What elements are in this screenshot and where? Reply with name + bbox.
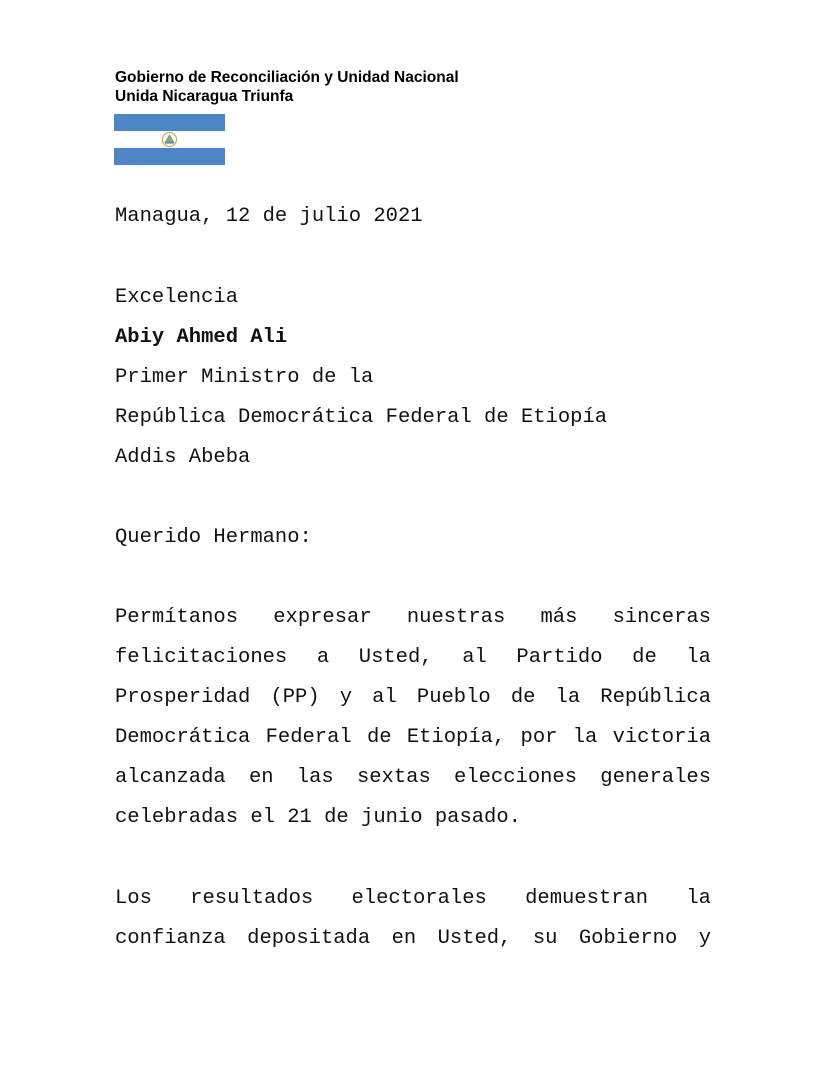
paragraph-1-line: Permítanos expresar nuestras más sinceras	[115, 606, 711, 629]
greeting-block	[115, 518, 711, 558]
paragraph-2-line: confianza depositada en Usted, su Gobierno y	[115, 927, 711, 950]
recipient-block	[115, 278, 711, 478]
paragraph-1-line: celebradas el 21 de junio pasado.	[115, 806, 521, 829]
recipient-city: Addis Abeba	[115, 446, 251, 469]
paragraph-1-line: felicitaciones a Usted, al Partido de la	[115, 646, 711, 669]
greeting: Querido Hermano:	[115, 526, 312, 549]
recipient-name: Abiy Ahmed Ali	[115, 326, 288, 349]
recipient-role-line-2: República Democrática Federal de Etiopía	[115, 406, 608, 429]
paragraph-2-line: Los resultados electorales demuestran la	[115, 887, 711, 910]
letterhead-slogan: Unida Nicaragua Triunfa	[115, 88, 294, 105]
paragraph-1-line: Prosperidad (PP) y al Pueblo de la República	[115, 686, 711, 709]
letterhead-government-name: Gobierno de Reconciliación y Unidad Nacional	[115, 69, 459, 86]
recipient-role-line-1: Primer Ministro de la	[115, 366, 374, 389]
nicaragua-flag-icon	[114, 114, 225, 165]
salutation-title: Excelencia	[115, 286, 239, 309]
paragraph-1	[115, 598, 711, 838]
letterhead	[115, 68, 459, 106]
letter-body	[115, 197, 711, 237]
paragraph-1-line: Democrática Federal de Etiopía, por la victoria	[115, 726, 711, 749]
place-date: Managua, 12 de julio 2021	[115, 205, 423, 228]
paragraph-2	[115, 879, 711, 959]
paragraph-1-line: alcanzada en las sextas elecciones generales	[115, 766, 711, 789]
